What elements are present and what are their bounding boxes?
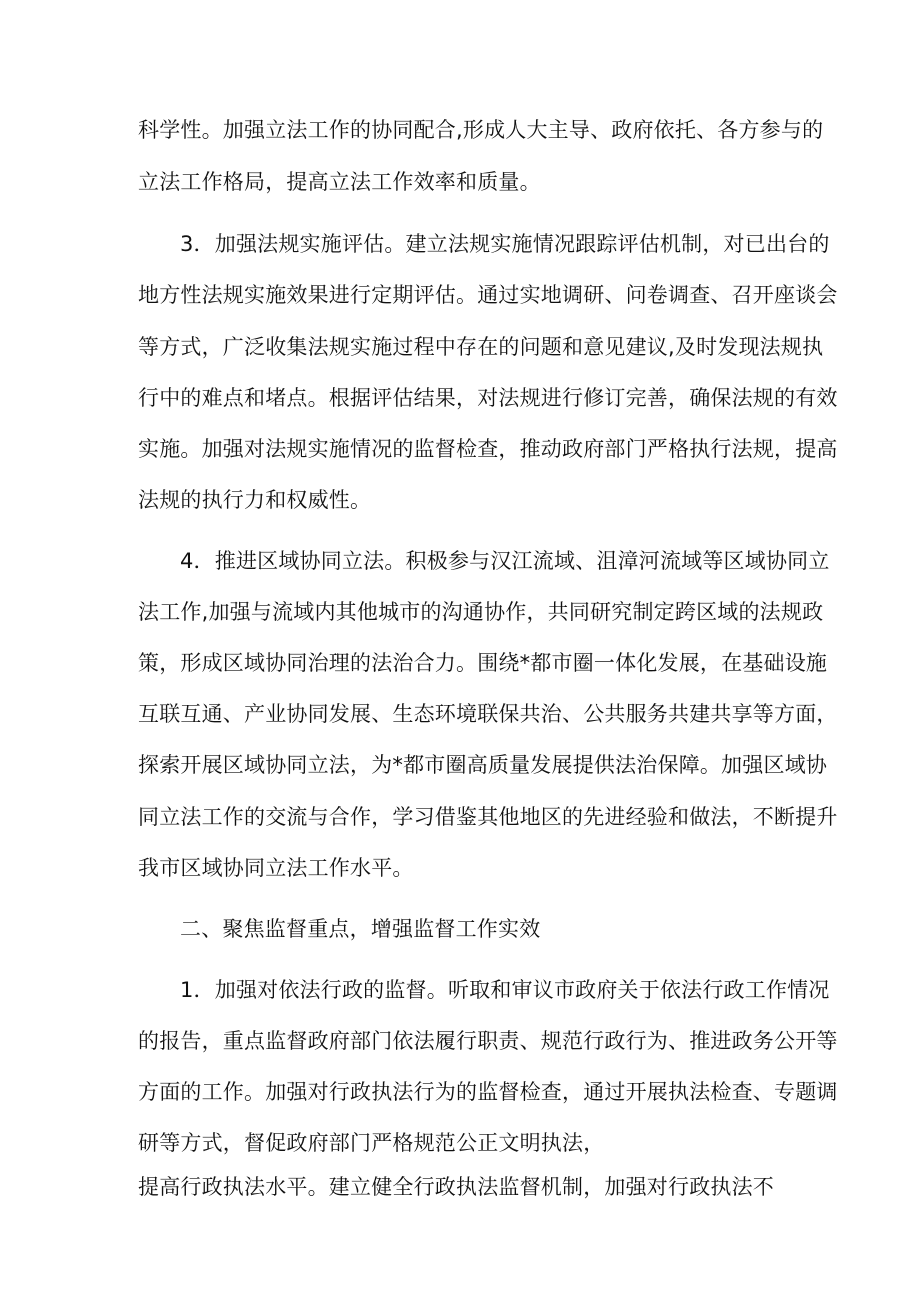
- text-line: 互联互通、产业协同发展、生态环境联保共治、公共服务共建共享等方面，: [138, 702, 838, 726]
- text-line: 策，形成区域协同治理的法治合力。围绕*都市圈一体化发展，在基础设施: [138, 651, 828, 675]
- text-line: 我市区域协同立法工作水平。: [138, 856, 414, 880]
- text-line: 研等方式，督促政府部门严格规范公正文明执法，: [138, 1131, 605, 1155]
- paragraph-heading-1: 1．加强对依法行政的监督。听取和审议市政府关于依法行政工作情况: [180, 978, 830, 1002]
- text-line: 法规的执行力和权威性。: [138, 488, 372, 512]
- section-heading: 二、聚焦监督重点，增强监督工作实效: [180, 917, 541, 941]
- text-line: 地方性法规实施效果进行定期评估。通过实地调研、问卷调查、召开座谈会: [138, 283, 838, 307]
- text-line: 法工作,加强与流域内其他城市的沟通协作，共同研究制定跨区域的法规政: [138, 600, 824, 624]
- text-line: 同立法工作的交流与合作，学习借鉴其他地区的先进经验和做法，不断提升: [138, 805, 838, 829]
- text-line: 的报告，重点监督政府部门依法履行职责、规范行政行为、推进政务公开等: [138, 1029, 838, 1053]
- paragraph-heading-4: 4．推进区域协同立法。积极参与汉江流域、沮漳河流域等区域协同立: [180, 549, 830, 573]
- text-line: 提高行政执法水平。建立健全行政执法监督机制，加强对行政执法不: [138, 1175, 774, 1199]
- text-line: 实施。加强对法规实施情况的监督检查，推动政府部门严格执行法规，提高: [138, 437, 838, 461]
- paragraph-heading-3: 3．加强法规实施评估。建立法规实施情况跟踪评估机制，对已出台的: [180, 232, 830, 256]
- text-line: 探索开展区域协同立法，为*都市圈高质量发展提供法治保障。加强区域协: [138, 753, 828, 777]
- text-line: 等方式，广泛收集法规实施过程中存在的问题和意见建议,及时发现法规执: [138, 335, 824, 359]
- text-line: 行中的难点和堵点。根据评估结果，对法规进行修订完善，确保法规的有效: [138, 386, 838, 410]
- text-line: 立法工作格局，提高立法工作效率和质量。: [138, 170, 541, 194]
- text-line: 科学性。加强立法工作的协同配合,形成人大主导、政府依托、各方参与的: [138, 118, 824, 142]
- text-line: 方面的工作。加强对行政执法行为的监督检查，通过开展执法检查、专题调: [138, 1080, 838, 1104]
